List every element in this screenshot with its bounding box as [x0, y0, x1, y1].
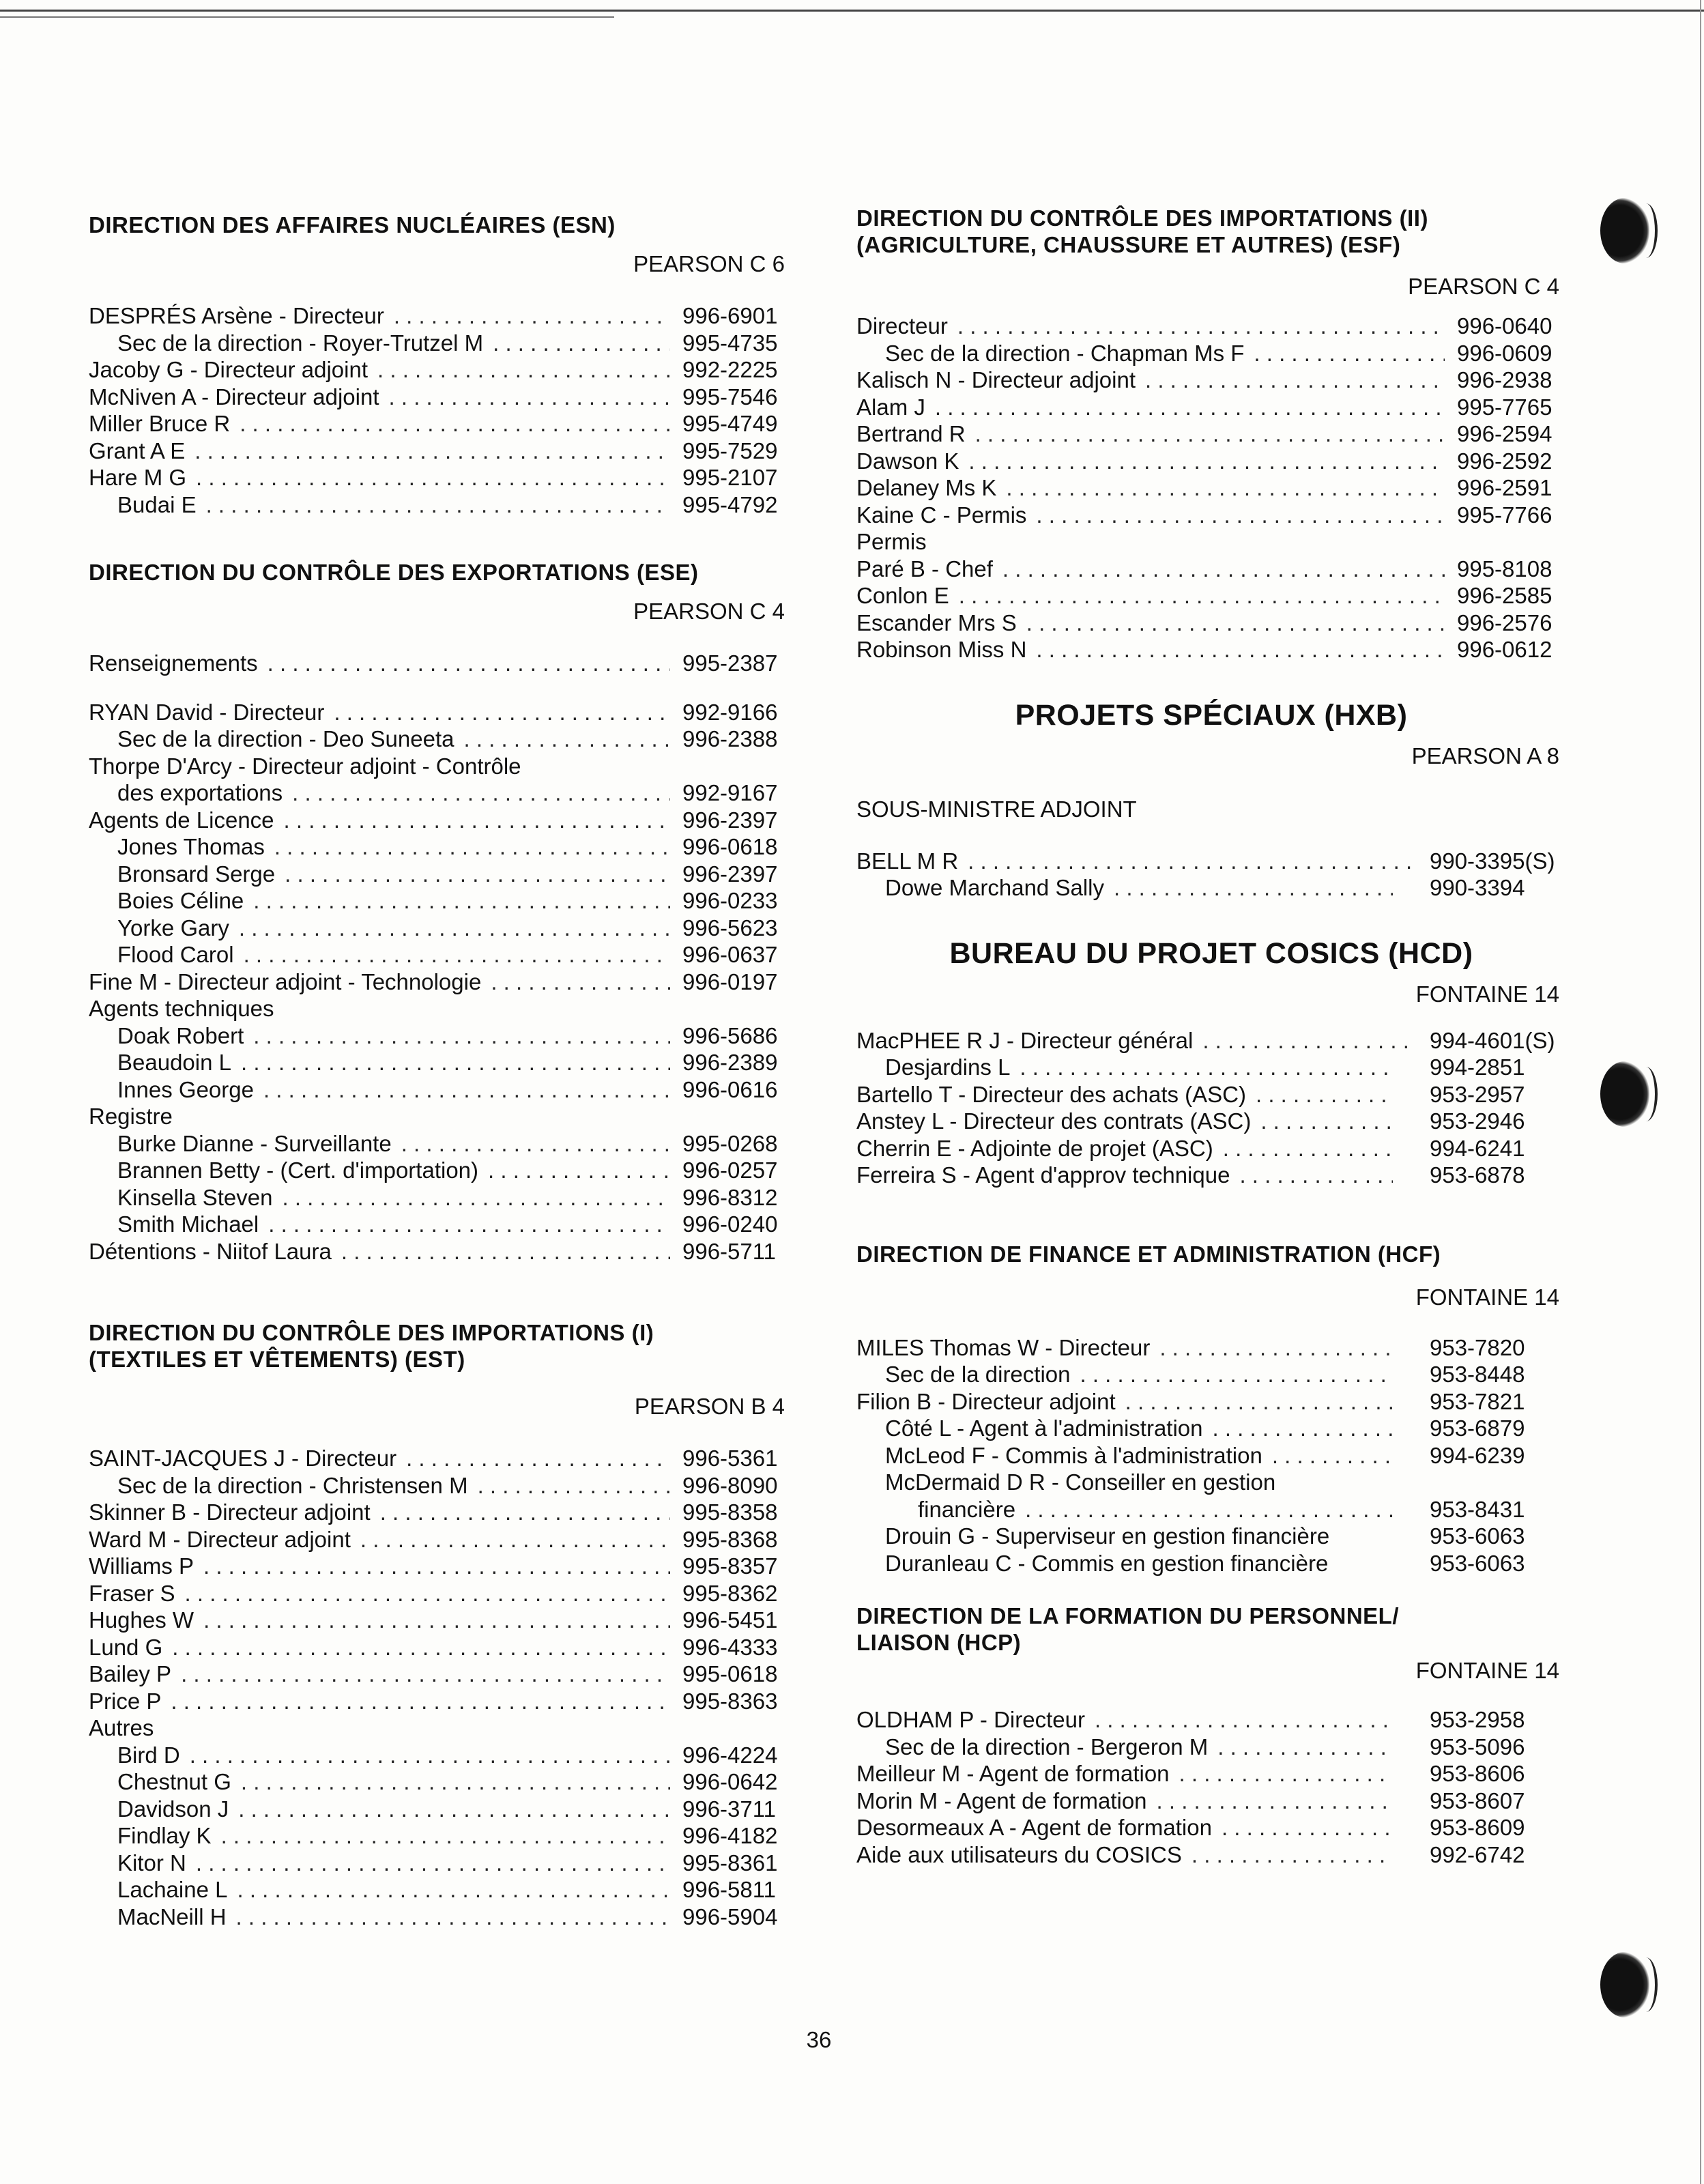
entry-name: Autres — [89, 1715, 154, 1740]
list-item — [856, 1361, 1566, 1388]
entry-phone: 953-5096 — [1430, 1734, 1525, 1759]
left-column — [89, 205, 792, 1930]
entry-phone: 994-6239 — [1430, 1442, 1525, 1468]
section-title: PROJETS SPÉCIAUX (HXB) — [1015, 698, 1408, 732]
entry-phone: 996-5686 — [682, 1022, 778, 1048]
entry-list — [89, 1445, 792, 1930]
list-item — [856, 1415, 1566, 1442]
entry-name: Budai E — [117, 491, 197, 517]
list-item — [856, 1334, 1566, 1362]
entry-name: Delaney Ms K — [856, 475, 997, 500]
list-item — [856, 1496, 1566, 1523]
entry-name: Lachaine L — [117, 1877, 228, 1902]
entry-name: Bronsard Serge — [117, 861, 276, 887]
entry-name: Innes George — [117, 1076, 254, 1102]
list-item — [89, 807, 792, 834]
list-item — [89, 915, 792, 942]
entry-name: Burke Dianne - Surveillante — [117, 1130, 392, 1156]
list-item — [856, 848, 1566, 875]
entry-list — [856, 1706, 1566, 1868]
entry-phone: 994-6241 — [1430, 1135, 1525, 1161]
entry-phone: 953-2946 — [1430, 1108, 1525, 1134]
list-item — [856, 1388, 1566, 1416]
entry-phone: 953-2958 — [1430, 1707, 1525, 1732]
list-item — [856, 1162, 1566, 1189]
list-item — [856, 1787, 1566, 1815]
list-item — [89, 1580, 792, 1607]
section-title: DIRECTION DE FINANCE ET ADMINISTRATION (HCF) — [856, 1241, 1441, 1267]
list-item — [89, 1876, 792, 1903]
entry-phone: 996-4182 — [682, 1823, 778, 1848]
section-location: FONTAINE 14 — [1415, 1658, 1559, 1683]
entry-name: Cherrin E - Adjointe de projet (ASC) — [856, 1135, 1213, 1161]
list-item — [856, 1027, 1566, 1054]
entry-phone: 996-4333 — [682, 1634, 778, 1660]
punch-hole-icon — [1600, 1952, 1649, 2017]
entry-name: Kinsella Steven — [117, 1184, 273, 1210]
entry-name: Kaine C - Permis — [856, 502, 1027, 528]
entry-name: Duranleau C - Commis en gestion financière — [885, 1550, 1329, 1576]
entry-list — [89, 302, 792, 518]
list-item — [89, 753, 792, 780]
entry-name: Miller Bruce R — [89, 411, 231, 436]
section-title: DIRECTION DES AFFAIRES NUCLÉAIRES (ESN) — [89, 212, 616, 238]
entry-name: Desormeaux A - Agent de formation — [856, 1815, 1212, 1840]
list-item — [856, 636, 1566, 663]
punch-hole-icon — [1600, 198, 1649, 263]
entry-phone: 996-0233 — [682, 888, 778, 913]
entry-phone: 995-8363 — [682, 1688, 778, 1714]
list-item — [89, 356, 792, 384]
entry-phone: 953-6063 — [1430, 1550, 1525, 1576]
section-title: BUREAU DU PROJET COSICS (HCD) — [949, 936, 1473, 970]
list-item — [856, 1469, 1566, 1496]
entry-name: Findlay K — [117, 1823, 212, 1848]
entry-name: Thorpe D'Arcy - Directeur adjoint - Contrôle — [89, 753, 521, 779]
list-item — [89, 995, 792, 1022]
section-esn — [89, 212, 792, 518]
list-item — [856, 1814, 1566, 1841]
list-item — [89, 1796, 792, 1823]
list-item — [89, 1903, 792, 1931]
entry-name: BELL M R — [856, 848, 959, 874]
entry-name: Fine M - Directeur adjoint - Technologie — [89, 968, 482, 994]
entry-list — [89, 699, 792, 1265]
list-item — [89, 1049, 792, 1076]
entry-phone: 996-0197 — [682, 968, 778, 994]
list-item — [856, 502, 1566, 529]
entry-phone: 996-2389 — [682, 1050, 778, 1075]
entry-phone: 953-8607 — [1430, 1787, 1525, 1813]
list-item — [89, 1130, 792, 1158]
entry-phone: 995-8108 — [1457, 556, 1553, 581]
entry-phone: 996-3711 — [682, 1796, 777, 1822]
entry-name: des exportations — [117, 780, 283, 805]
entry-name: MacPHEE R J - Directeur général — [856, 1027, 1194, 1053]
entry-phone: 996-0609 — [1457, 340, 1553, 366]
entry-phone: 996-2591 — [1457, 475, 1553, 500]
entry-phone: 996-5451 — [682, 1607, 778, 1633]
list-item — [89, 968, 792, 996]
list-item — [856, 1081, 1566, 1108]
entry-name: SAINT-JACQUES J - Directeur — [89, 1446, 397, 1471]
entry-name: Desjardins L — [885, 1054, 1011, 1080]
entry-name: Sec de la direction - Bergeron M — [885, 1734, 1209, 1759]
list-item — [89, 1238, 792, 1265]
section-est — [89, 1319, 792, 1930]
section-hcp — [856, 1603, 1566, 1868]
entry-name: Beaudoin L — [117, 1050, 231, 1075]
list-item — [89, 1742, 792, 1769]
entry-name: Agents techniques — [89, 996, 274, 1021]
list-item — [89, 887, 792, 915]
list-item — [89, 1103, 792, 1130]
section-subheading: SOUS-MINISTRE ADJOINT — [856, 796, 1137, 822]
list-item — [89, 384, 792, 411]
section-hxb — [856, 698, 1566, 902]
entry-name: Sec de la direction — [885, 1362, 1071, 1387]
list-item — [89, 1472, 792, 1499]
entry-name: Alam J — [856, 394, 925, 420]
entry-name: Ward M - Directeur adjoint — [89, 1526, 351, 1552]
entry-name: Hare M G — [89, 465, 187, 490]
section-location: PEARSON C 4 — [633, 599, 785, 624]
list-item — [89, 1688, 792, 1715]
section-location: FONTAINE 14 — [1415, 981, 1559, 1007]
entry-phone: 953-7821 — [1430, 1388, 1525, 1414]
section-location: PEARSON B 4 — [634, 1394, 785, 1419]
entry-name: Bailey P — [89, 1661, 172, 1686]
entry-name: Dowe Marchand Sally — [885, 875, 1104, 900]
list-item — [856, 1135, 1566, 1162]
list-item — [89, 650, 792, 677]
section-title: DIRECTION DE LA FORMATION DU PERSONNEL/ LIAISON (HCP) — [856, 1603, 1399, 1655]
entry-phone: 996-8312 — [682, 1184, 778, 1210]
entry-name: Robinson Miss N — [856, 637, 1027, 662]
entry-phone: 953-8609 — [1430, 1815, 1525, 1840]
list-item — [89, 941, 792, 968]
list-item — [856, 1523, 1566, 1550]
entry-phone: 995-7766 — [1457, 502, 1553, 528]
entry-name: Paré B - Chef — [856, 556, 993, 581]
section-location: FONTAINE 14 — [1415, 1284, 1559, 1310]
list-item — [856, 1108, 1566, 1135]
section-location: PEARSON A 8 — [1411, 743, 1559, 768]
list-item — [89, 725, 792, 753]
entry-phone: 995-8362 — [682, 1580, 778, 1606]
entry-name: Meilleur M - Agent de formation — [856, 1761, 1170, 1786]
entry-phone: 996-0618 — [682, 834, 778, 859]
entry-phone: 995-7546 — [682, 384, 778, 410]
entry-name: Davidson J — [117, 1796, 229, 1822]
entry-phone: 953-6878 — [1430, 1162, 1525, 1188]
entry-phone: 992-2225 — [682, 357, 778, 382]
list-item — [856, 420, 1566, 448]
list-item — [856, 1734, 1566, 1761]
list-item — [856, 474, 1566, 502]
entry-name: Chestnut G — [117, 1769, 231, 1794]
entry-name: McDermaid D R - Conseiller en gestion — [885, 1469, 1276, 1495]
list-item — [89, 302, 792, 330]
list-item — [89, 330, 792, 357]
entry-name: McLeod F - Commis à l'administration — [885, 1442, 1262, 1468]
entry-name: Dawson K — [856, 448, 959, 474]
entry-phone: 996-0642 — [682, 1769, 778, 1794]
entry-name: Anstey L - Directeur des contrats (ASC) — [856, 1108, 1252, 1134]
list-item — [856, 1760, 1566, 1787]
entry-phone: 996-5904 — [682, 1903, 778, 1929]
list-item — [89, 1445, 792, 1472]
list-item — [856, 528, 1566, 556]
page-number: 36 — [806, 2027, 832, 2052]
entry-name: Flood Carol — [117, 942, 234, 967]
entry-name: Bartello T - Directeur des achats (ASC) — [856, 1081, 1246, 1107]
list-item — [856, 1054, 1566, 1081]
list-item — [89, 1768, 792, 1796]
entry-phone: 996-0637 — [682, 942, 778, 967]
list-item — [89, 1211, 792, 1238]
section-ese — [89, 559, 792, 1265]
entry-list — [856, 313, 1566, 663]
punch-hole-icon — [1600, 1061, 1649, 1127]
entry-phone: 996-0640 — [1457, 313, 1553, 339]
page-edge — [1700, 0, 1701, 2184]
entry-phone: 996-5623 — [682, 915, 778, 940]
entry-phone: 995-4749 — [682, 411, 778, 436]
list-item — [856, 1442, 1566, 1469]
entry-name: Price P — [89, 1688, 162, 1714]
entry-name: Renseignements — [89, 650, 258, 676]
list-item — [856, 556, 1566, 583]
entry-list — [89, 650, 792, 677]
entry-phone: 953-8448 — [1430, 1362, 1525, 1387]
entry-phone: 992-9166 — [682, 699, 778, 725]
list-item — [89, 491, 792, 519]
entry-phone: 995-2107 — [682, 465, 778, 490]
entry-name: Williams P — [89, 1553, 194, 1579]
entry-name: Ferreira S - Agent d'approv technique — [856, 1162, 1230, 1188]
entry-name: Drouin G - Superviseur en gestion financière — [885, 1523, 1330, 1549]
entry-phone: 992-9167 — [682, 780, 778, 805]
entry-phone: 996-2594 — [1457, 421, 1553, 446]
list-item — [89, 861, 792, 888]
entry-name: Permis — [856, 529, 927, 554]
entry-phone: 953-8606 — [1430, 1761, 1525, 1786]
entry-name: MILES Thomas W - Directeur — [856, 1334, 1151, 1360]
entry-name: RYAN David - Directeur — [89, 699, 325, 725]
entry-name: financière — [918, 1496, 1016, 1522]
list-item — [89, 1661, 792, 1688]
entry-name: Filion B - Directeur adjoint — [856, 1388, 1116, 1414]
entry-name: DESPRÉS Arsène - Directeur — [89, 303, 384, 328]
entry-name: Détentions - Niitof Laura — [89, 1238, 332, 1264]
list-item — [89, 1607, 792, 1634]
entry-phone: 996-5811 — [682, 1877, 777, 1902]
entry-name: Agents de Licence — [89, 807, 274, 833]
entry-name: Yorke Gary — [117, 915, 229, 940]
list-item — [856, 340, 1566, 367]
entry-phone: 990-3394 — [1430, 875, 1525, 900]
list-item — [856, 609, 1566, 637]
entry-name: Skinner B - Directeur adjoint — [89, 1499, 371, 1525]
entry-name: OLDHAM P - Directeur — [856, 1707, 1085, 1732]
entry-phone: 995-0618 — [682, 1661, 778, 1686]
list-item — [856, 1706, 1566, 1734]
list-item — [856, 1550, 1566, 1577]
entry-phone: 996-4224 — [682, 1742, 778, 1768]
list-item — [89, 1526, 792, 1553]
list-item — [89, 1553, 792, 1580]
entry-phone: 995-8368 — [682, 1526, 778, 1552]
entry-name: Bertrand R — [856, 421, 966, 446]
entry-list — [856, 1027, 1566, 1189]
entry-phone: 996-2585 — [1457, 583, 1553, 608]
entry-name: Aide aux utilisateurs du COSICS — [856, 1841, 1182, 1867]
entry-name: Directeur — [856, 313, 948, 339]
list-item — [856, 1841, 1566, 1869]
entry-phone: 953-7820 — [1430, 1334, 1525, 1360]
entry-phone: 953-6063 — [1430, 1523, 1525, 1549]
section-hcf — [856, 1241, 1566, 1577]
list-item — [89, 464, 792, 491]
list-item — [856, 448, 1566, 475]
list-item — [856, 394, 1566, 421]
entry-phone: 996-8090 — [682, 1472, 778, 1498]
top-rule — [0, 10, 1704, 12]
list-item — [856, 367, 1566, 394]
entry-name: Boies Céline — [117, 888, 244, 913]
entry-phone: 995-4735 — [682, 330, 778, 356]
entry-phone: 995-4792 — [682, 491, 778, 517]
entry-phone: 996-2592 — [1457, 448, 1553, 474]
entry-phone: 953-2957 — [1430, 1081, 1525, 1107]
section-title: DIRECTION DU CONTRÔLE DES IMPORTATIONS (I) (TEXTILES ET VÊTEMENTS) (EST) — [89, 1320, 654, 1372]
entry-name: McNiven A - Directeur adjoint — [89, 384, 379, 410]
right-column — [856, 205, 1566, 1868]
list-item — [89, 1499, 792, 1526]
entry-phone: 995-0268 — [682, 1130, 778, 1156]
entry-name: Sec de la direction - Christensen M — [117, 1472, 468, 1498]
entry-name: Sec de la direction - Chapman Ms F — [885, 340, 1245, 366]
list-item — [89, 833, 792, 861]
list-item — [89, 779, 792, 807]
entry-name: Registre — [89, 1104, 173, 1129]
list-item — [89, 1184, 792, 1211]
entry-phone: 996-2576 — [1457, 609, 1553, 635]
entry-list — [856, 1334, 1566, 1577]
entry-phone: 995-7765 — [1457, 394, 1553, 420]
section-location: PEARSON C 6 — [633, 251, 785, 276]
list-item — [89, 1850, 792, 1877]
entry-name: Kitor N — [117, 1850, 186, 1876]
entry-phone: 953-8431 — [1430, 1496, 1525, 1522]
list-item — [89, 1634, 792, 1661]
section-esf — [856, 205, 1566, 663]
entry-phone: 995-8361 — [682, 1850, 778, 1876]
entry-phone: 996-0240 — [682, 1211, 778, 1237]
entry-name: Jacoby G - Directeur adjoint — [89, 357, 369, 382]
entry-phone: 996-2397 — [682, 861, 778, 887]
entry-name: Hughes W — [89, 1607, 194, 1633]
section-hcd — [856, 936, 1566, 1189]
entry-phone: 996-0257 — [682, 1158, 778, 1183]
entry-name: Doak Robert — [117, 1022, 244, 1048]
entry-phone: 996-5711 — [682, 1238, 777, 1264]
entry-name: Conlon E — [856, 583, 949, 608]
list-item — [89, 1822, 792, 1850]
entry-phone: 994-2851 — [1430, 1054, 1525, 1080]
section-title: DIRECTION DU CONTRÔLE DES EXPORTATIONS (ESE) — [89, 560, 699, 585]
entry-name: Côté L - Agent à l'administration — [885, 1416, 1203, 1441]
top-rule-secondary — [0, 16, 614, 18]
list-item — [89, 437, 792, 465]
entry-phone: 995-2387 — [682, 650, 778, 676]
entry-phone: 996-6901 — [682, 303, 778, 328]
list-item — [856, 874, 1566, 902]
entry-name: Morin M - Agent de formation — [856, 1787, 1147, 1813]
list-item — [89, 410, 792, 437]
entry-phone: 995-8358 — [682, 1499, 778, 1525]
entry-name: Jones Thomas — [117, 834, 265, 859]
list-item — [856, 313, 1566, 340]
list-item — [89, 1022, 792, 1050]
entry-name: Brannen Betty - (Cert. d'importation) — [117, 1158, 479, 1183]
entry-name: Kalisch N - Directeur adjoint — [856, 367, 1136, 392]
list-item — [89, 1714, 792, 1742]
entry-phone: 995-8357 — [682, 1553, 778, 1579]
entry-name: Escander Mrs S — [856, 609, 1017, 635]
list-item — [89, 699, 792, 726]
entry-phone: 953-6879 — [1430, 1416, 1525, 1441]
entry-phone: 995-7529 — [682, 437, 778, 463]
entry-list — [856, 848, 1566, 902]
entry-phone: 996-2397 — [682, 807, 778, 833]
entry-name: Smith Michael — [117, 1211, 259, 1237]
list-item — [856, 582, 1566, 609]
entry-name: Fraser S — [89, 1580, 175, 1606]
entry-phone: 996-0612 — [1457, 637, 1553, 662]
entry-phone: 996-2938 — [1457, 367, 1553, 392]
entry-phone: 996-0616 — [682, 1076, 778, 1102]
entry-name: Bird D — [117, 1742, 180, 1768]
entry-phone: 992-6742 — [1430, 1841, 1525, 1867]
list-item — [89, 1076, 792, 1104]
entry-phone: 990-3395(S) — [1430, 848, 1555, 874]
entry-name: Sec de la direction - Deo Suneeta — [117, 726, 454, 751]
entry-name: Grant A E — [89, 437, 186, 463]
entry-name: MacNeill H — [117, 1903, 227, 1929]
entry-phone: 996-5361 — [682, 1446, 778, 1471]
entry-phone: 994-4601(S) — [1430, 1027, 1555, 1053]
section-title: DIRECTION DU CONTRÔLE DES IMPORTATIONS (II) (AGRICULTURE, CHAUSSURE ET AUTRES) (ESF) — [856, 205, 1428, 257]
list-item — [89, 1157, 792, 1184]
entry-name: Lund G — [89, 1634, 163, 1660]
entry-name: Sec de la direction - Royer-Trutzel M — [117, 330, 484, 356]
section-location: PEARSON C 4 — [1408, 274, 1559, 299]
entry-phone: 996-2388 — [682, 726, 778, 751]
